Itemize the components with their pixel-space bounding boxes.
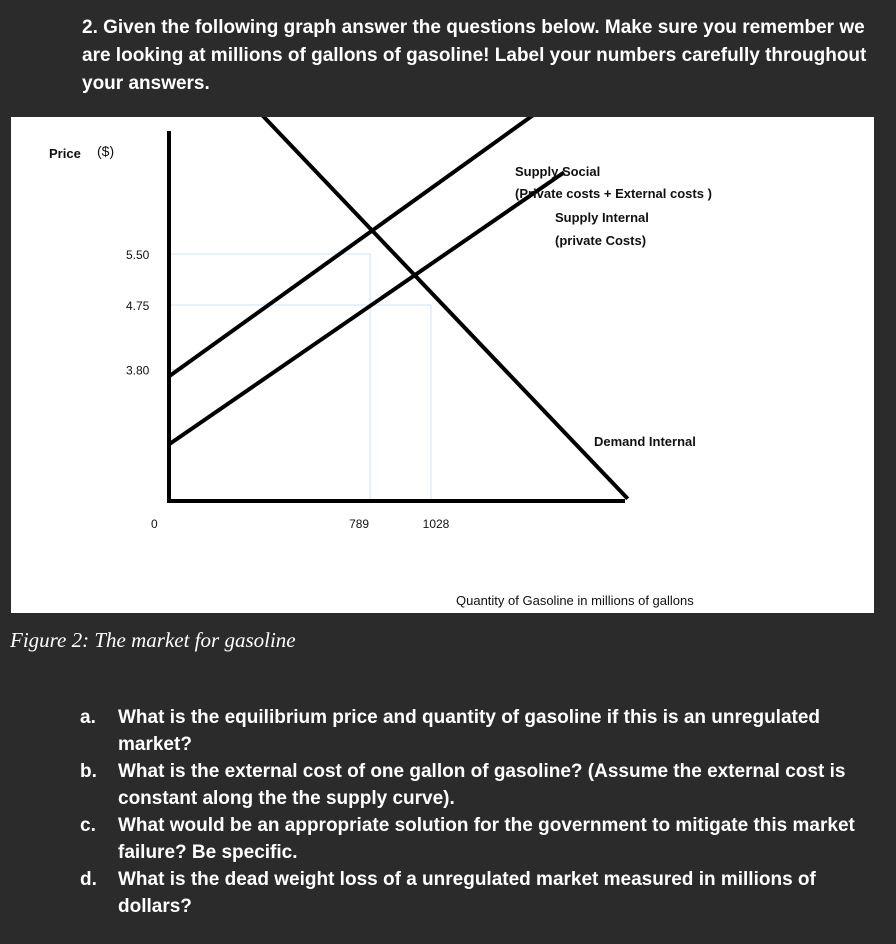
supply-social-sublabel: (Private costs + External costs ) <box>515 186 712 201</box>
supply-internal-sublabel: (private Costs) <box>555 233 647 248</box>
x-tick-label: 789 <box>349 517 370 531</box>
intro-text: 2. Given the following graph answer the questions below. Make sure you remember we are looking at millions of gallons of gasoline! Label your numbers carefully throughout your answers. <box>82 17 867 94</box>
origin-label: 0 <box>151 517 158 531</box>
demand-internal-label: Demand Internal <box>594 434 696 449</box>
supply-social-curve <box>169 117 539 376</box>
question-letter: b. <box>80 761 97 782</box>
x-tick-label: 1028 <box>422 517 450 531</box>
question-letter: c. <box>80 815 96 836</box>
market-graph <box>11 117 874 613</box>
y-tick-label: 3.80 <box>126 363 150 378</box>
question-text: What is the equilibrium price and quantity of gasoline if this is an unregulated market? <box>118 707 821 755</box>
x-axis-label: Quantity of Gasoline in millions of gallons <box>456 593 694 608</box>
graph-canvas <box>11 117 874 613</box>
question-letter: a. <box>80 707 96 728</box>
y-axis-unit: ($) <box>97 143 115 159</box>
question-item <box>80 758 880 812</box>
question-list <box>80 704 880 920</box>
question-text: What is the dead weight loss of a unregulated market measured in millions of dollars? <box>118 869 816 917</box>
question-item <box>80 812 880 866</box>
y-axis-label: Price <box>49 146 81 161</box>
y-tick-label: 4.75 <box>126 299 150 313</box>
question-letter: d. <box>80 869 97 890</box>
y-tick-label: 5.50 <box>126 248 150 262</box>
question-item <box>80 704 880 758</box>
question-text: What is the external cost of one gallon of gasoline? (Assume the external cost is constant along the the supply curve). <box>118 761 846 809</box>
supply-social-label: Supply Social <box>515 164 601 179</box>
figure-caption: Figure 2: The market for gasoline <box>10 628 296 652</box>
supply-internal-label: Supply Internal <box>555 210 649 225</box>
question-text: What would be an appropriate solution for the government to mitigate this market failure? Be specific. <box>118 815 855 863</box>
question-item <box>80 866 880 920</box>
supply-internal-curve <box>169 172 564 444</box>
